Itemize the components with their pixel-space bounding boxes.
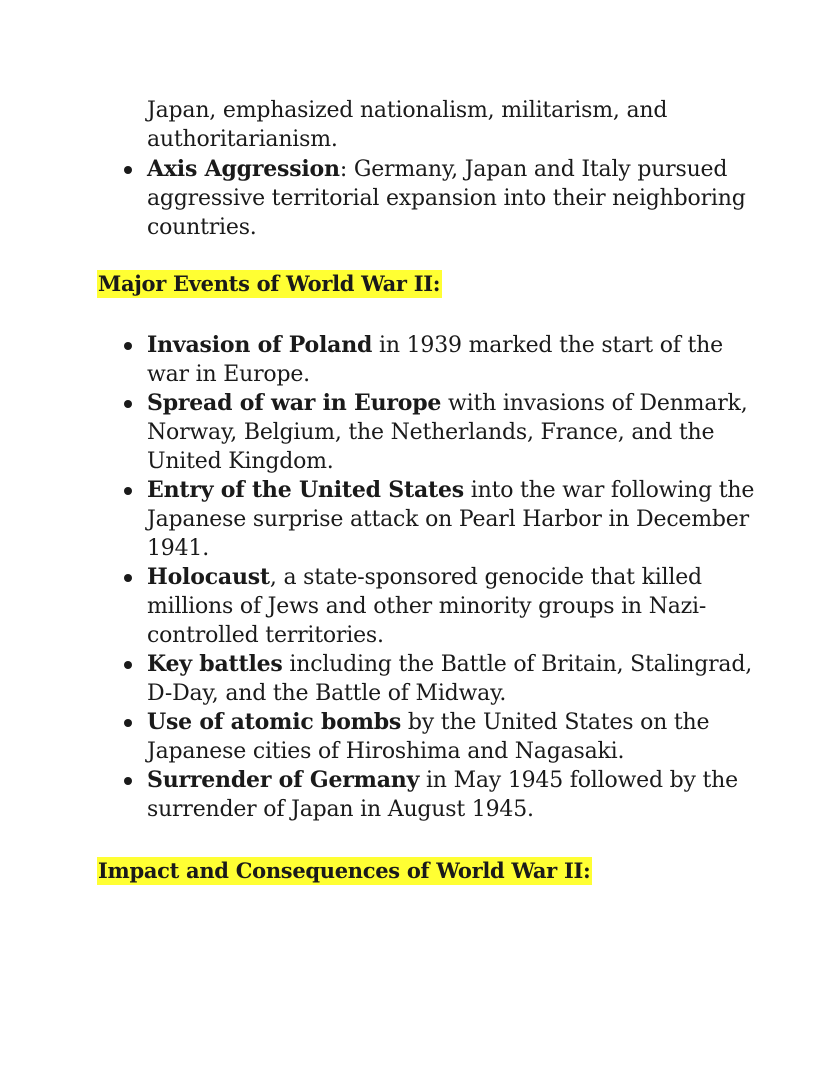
section-heading-major-events: Major Events of World War II: [98,271,441,296]
list-item-lead: Holocaust [147,564,270,590]
list-item-lead: Use of atomic bombs [147,709,402,735]
list-item [147,155,767,242]
list-item [147,331,767,389]
list-item-text: in 1939 marked the start of the war in Europe. [147,333,723,387]
list-item-text: including the Battle of Britain, Stalingrad, D-Day, and the Battle of Midway. [147,652,753,706]
list-item-lead: Entry of the United States [147,477,464,503]
list-item-lead: Spread of war in Europe [147,390,442,416]
continuation-text: Japan, emphasized nationalism, militarism, and authoritarianism. [147,98,668,152]
list-item-lead: Axis Aggression [147,156,340,182]
list-item-text: in May 1945 followed by the surrender of Japan in August 1945. [147,768,738,822]
list-item [147,650,767,708]
events-list [147,331,767,824]
list-item-text: into the war following the Japanese surprise attack on Pearl Harbor in December 1941. [147,478,755,561]
list-item [147,708,767,766]
list-item-text: by the United States on the Japanese cities of Hiroshima and Nagasaki. [147,710,710,764]
section-heading-impact: Impact and Consequences of World War II: [98,858,591,883]
list-item-lead: Invasion of Poland [147,332,373,358]
list-item-text: with invasions of Denmark, Norway, Belgium, the Netherlands, France, and the United Kingdom. [147,391,748,474]
list-item-lead: Key battles [147,651,283,677]
causes-list [147,155,767,242]
list-item [147,389,767,476]
list-item [147,563,767,650]
list-item [147,476,767,563]
list-item-text: : Germany, Japan and Italy pursued aggressive territorial expansion into their neighboring countries. [147,157,746,240]
list-item [147,766,767,824]
list-item-lead: Surrender of Germany [147,767,420,793]
list-item-text: , a state-sponsored genocide that killed millions of Jews and other minority groups in Nazi-controlled territories. [147,565,707,648]
